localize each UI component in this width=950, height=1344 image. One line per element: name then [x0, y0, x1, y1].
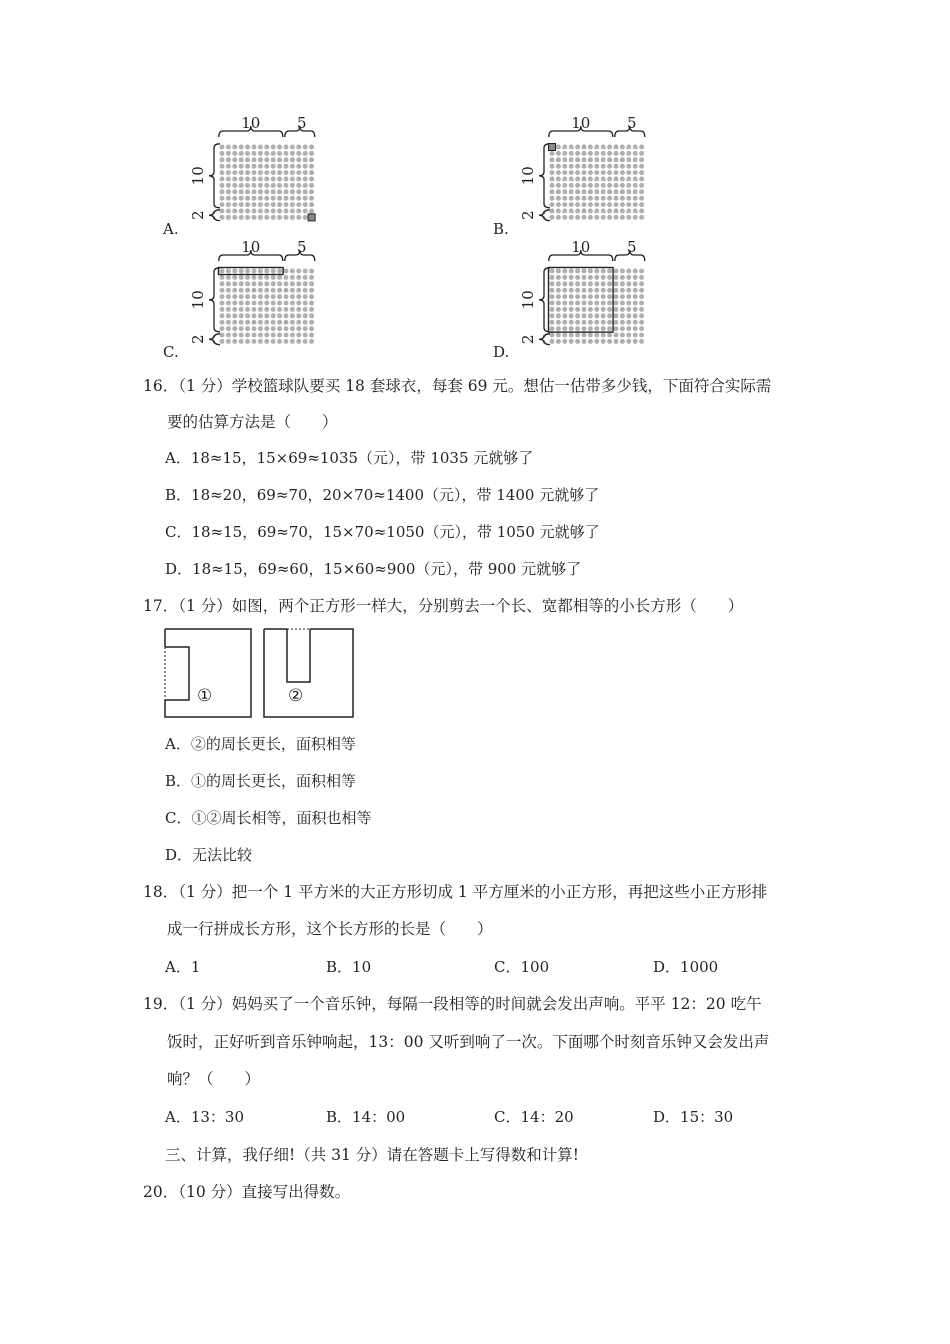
- q17-option-b[interactable]: B．①的周长更长，面积相等: [165, 772, 357, 790]
- q17-option-a[interactable]: A．②的周长更长，面积相等: [165, 735, 356, 753]
- q16-option-d[interactable]: D．18≈15，69≈60，15×60≈900（元），带 900 元就够了: [165, 560, 582, 578]
- section3-title: 三、计算，我仔细!（共 31 分）请在答题卡上写得数和计算!: [165, 1146, 580, 1164]
- side-label-2: 2: [189, 334, 207, 344]
- q17-option-c[interactable]: C．①②周长相等，面积也相等: [165, 809, 372, 827]
- q18-option-b[interactable]: B．10: [326, 958, 372, 976]
- side-label-10: 10: [519, 166, 537, 186]
- q19-stem-line2: 饭时，正好听到音乐钟响起，13：00 又听到响了一次。下面哪个时刻音乐钟又会发出声: [167, 1033, 770, 1051]
- q18-stem-line1: 18．（1 分）把一个 1 平方米的大正方形切成 1 平方厘米的小正方形，再把这些小正方形排: [143, 883, 768, 901]
- top-label-10: 10: [241, 238, 261, 256]
- q15-figure-b: [515, 112, 675, 237]
- q15-figure-d: [515, 236, 675, 361]
- top-label-5: 5: [627, 238, 637, 256]
- top-label-10: 10: [241, 114, 261, 132]
- q20-stem: 20．（10 分）直接写出得数。: [143, 1183, 351, 1201]
- q15-option-c-letter: C.: [163, 343, 179, 361]
- side-label-10: 10: [189, 166, 207, 186]
- q18-option-a[interactable]: A．1: [165, 958, 201, 976]
- q16-stem-line1: 16．（1 分）学校篮球队要买 18 套球衣，每套 69 元。想估一估带多少钱，下面符合实际需: [143, 377, 772, 395]
- q15-figure-a: [185, 112, 345, 237]
- top-label-10: 10: [571, 238, 591, 256]
- top-label-5: 5: [297, 114, 307, 132]
- q19-option-c[interactable]: C．14：20: [494, 1108, 574, 1126]
- q18-stem-line2: 成一行拼成长方形，这个长方形的长是（ ）: [167, 920, 493, 938]
- q16-option-b[interactable]: B．18≈20，69≈70，20×70≈1400（元），带 1400 元就够了: [165, 486, 600, 504]
- q15-figure-c: [185, 236, 345, 361]
- side-label-2: 2: [519, 210, 537, 220]
- q15-option-a-letter: A.: [163, 220, 179, 238]
- side-label-10: 10: [519, 290, 537, 310]
- side-label-2: 2: [189, 210, 207, 220]
- q17-figure-label-1: ①: [197, 686, 213, 706]
- q16-option-c[interactable]: C．18≈15，69≈70，15×70≈1050（元），带 1050 元就够了: [165, 523, 600, 541]
- q18-option-c[interactable]: C．100: [494, 958, 550, 976]
- side-label-10: 10: [189, 290, 207, 310]
- top-label-10: 10: [571, 114, 591, 132]
- q15-option-d-letter: D.: [493, 343, 510, 361]
- side-label-2: 2: [519, 334, 537, 344]
- q16-option-a[interactable]: A．18≈15，15×69≈1035（元），带 1035 元就够了: [165, 449, 534, 467]
- q15-option-b-letter: B.: [493, 220, 509, 238]
- q19-stem-line1: 19．（1 分）妈妈买了一个音乐钟，每隔一段相等的时间就会发出声响。平平 12：20 吃午: [143, 995, 762, 1013]
- q17-option-d[interactable]: D．无法比较: [165, 846, 253, 864]
- q19-stem-line3: 响？（ ）: [167, 1070, 261, 1088]
- q17-squares-figure: [163, 627, 358, 722]
- q19-option-b[interactable]: B．14：00: [326, 1108, 406, 1126]
- dot-grid: [550, 145, 645, 220]
- q18-option-d[interactable]: D．1000: [653, 958, 719, 976]
- q17-stem: 17．（1 分）如图，两个正方形一样大，分别剪去一个长、宽都相等的小长方形（ ）: [143, 597, 744, 615]
- q17-figure-label-2: ②: [288, 686, 304, 706]
- dot-grid: [220, 269, 315, 344]
- q16-stem-line2: 要的估算方法是（ ）: [167, 413, 338, 431]
- dot-grid: [220, 145, 315, 220]
- q19-option-a[interactable]: A．13：30: [165, 1108, 245, 1126]
- top-label-5: 5: [627, 114, 637, 132]
- q19-option-d[interactable]: D．15：30: [653, 1108, 734, 1126]
- top-label-5: 5: [297, 238, 307, 256]
